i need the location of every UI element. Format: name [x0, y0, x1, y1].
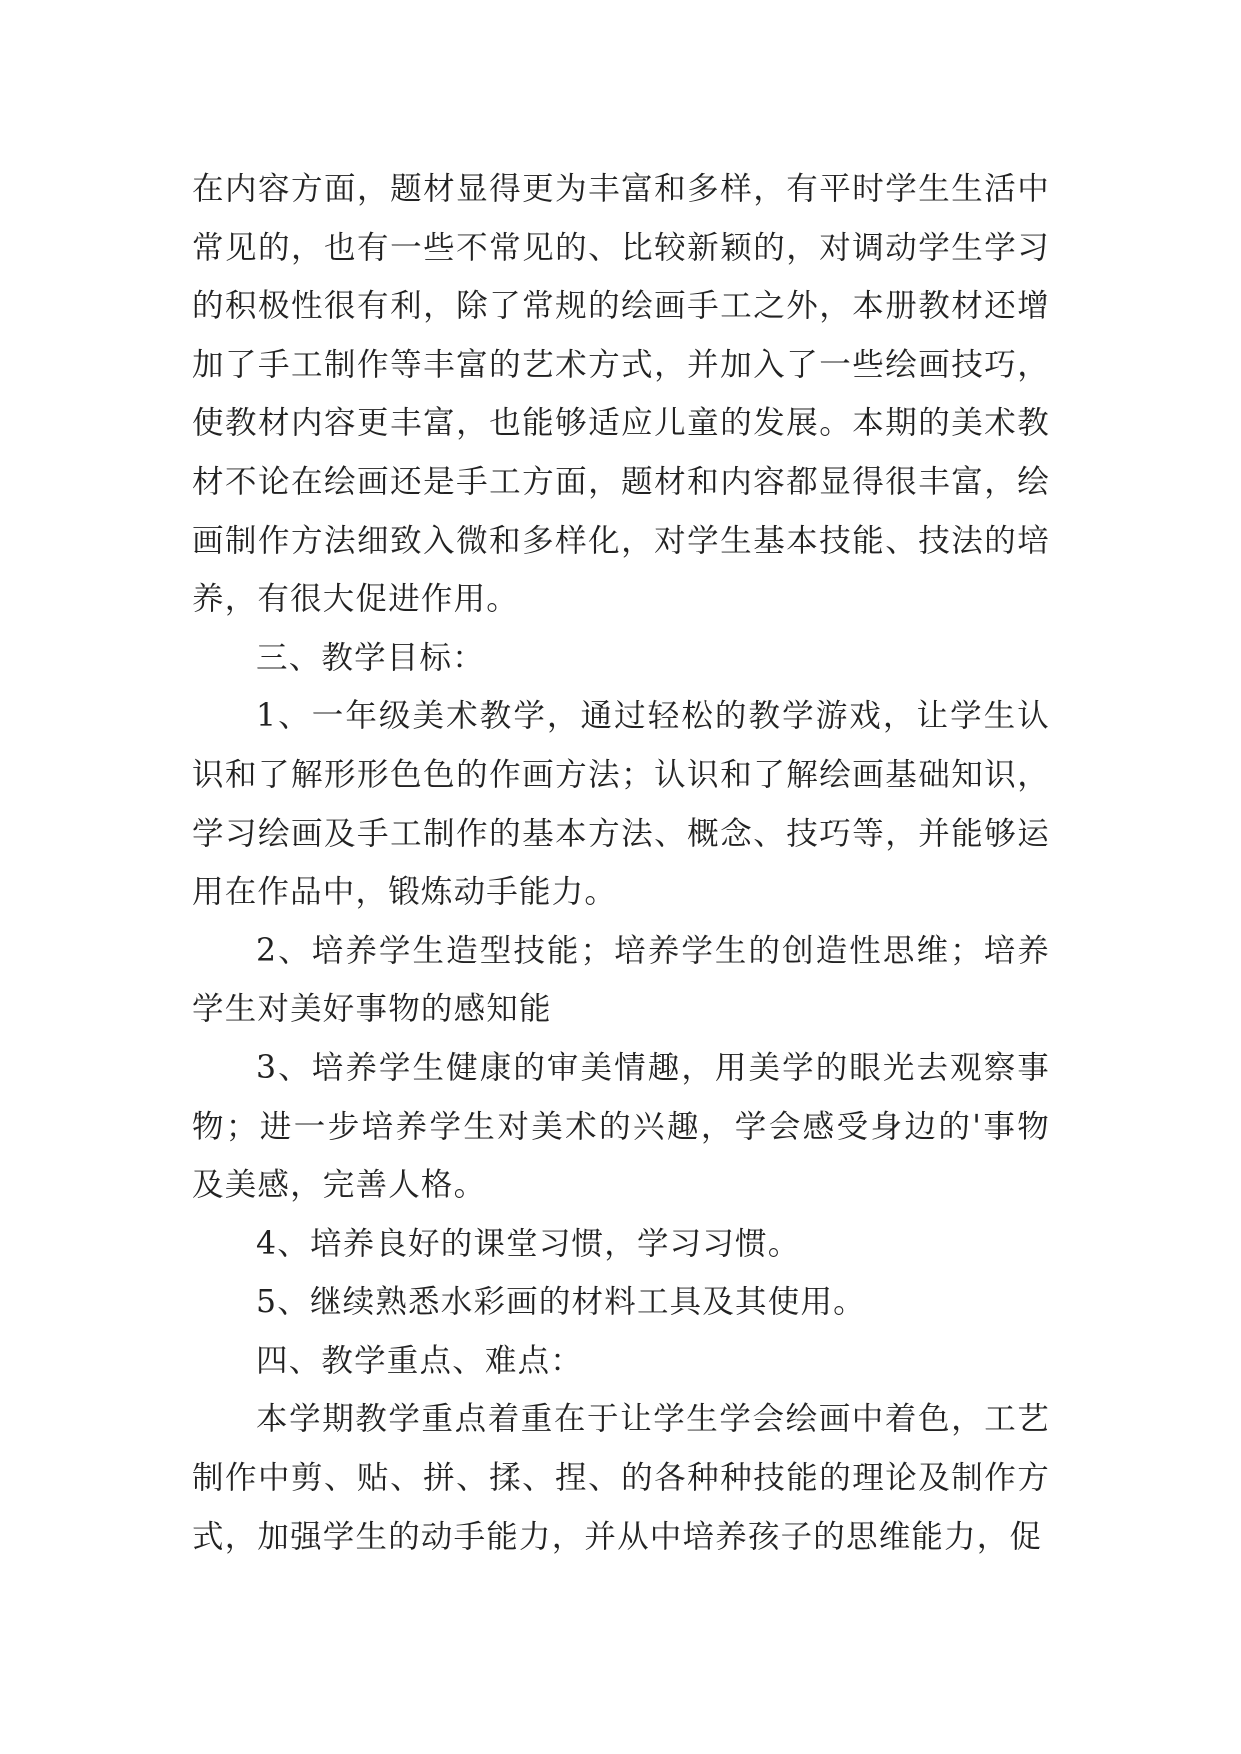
heading-teaching-goals: 三、教学目标： — [256, 639, 485, 676]
paragraph-key-points: 本学期教学重点着重在于让学生学会绘画中着色，工艺制作中剪、贴、拼、揉、捏、的各种种技能的理论及制作方式，加强学生的动手能力，并从中培养孩子的思维能力，促 — [192, 1401, 1050, 1555]
document-page — [192, 160, 1050, 1566]
goal-item-2: 2、培养学生造型技能；培养学生的创造性思维；培养学生对美好事物的感知能 — [192, 932, 1050, 1028]
goal-item-5: 5、继续熟悉水彩画的材料工具及其使用。 — [256, 1284, 866, 1321]
goal-item-4: 4、培养良好的课堂习惯，学习习惯。 — [256, 1225, 801, 1262]
heading-key-points: 四、教学重点、难点： — [256, 1342, 584, 1379]
goal-item-1: 1、一年级美术教学，通过轻松的教学游戏，让学生认识和了解形形色色的作画方法；认识和了解绘画基础知识，学习绘画及手工制作的基本方法、概念、技巧等，并能够运用在作品中，锻炼动手能力。 — [192, 698, 1050, 911]
goal-item-3: 3、培养学生健康的审美情趣，用美学的眼光去观察事物；进一步培养学生对美术的兴趣，学会感受身边的'事物及美感，完善人格。 — [192, 1049, 1050, 1204]
paragraph-content-overview: 在内容方面，题材显得更为丰富和多样，有平时学生生活中常见的，也有一些不常见的、比较新颖的，对调动学生学习的积极性很有利，除了常规的绘画手工之外，本册教材还增加了手工制作等丰富的艺术方式，并加入了一些绘画技巧，使教材内容更丰富，也能够适应儿童的发展。本期的美术教材不论在绘画还是手工方面，题材和内容都显得很丰富，绘画制作方法细致入微和多样化，对学生基本技能、技法的培养，有很大促进作用。 — [192, 171, 1050, 618]
